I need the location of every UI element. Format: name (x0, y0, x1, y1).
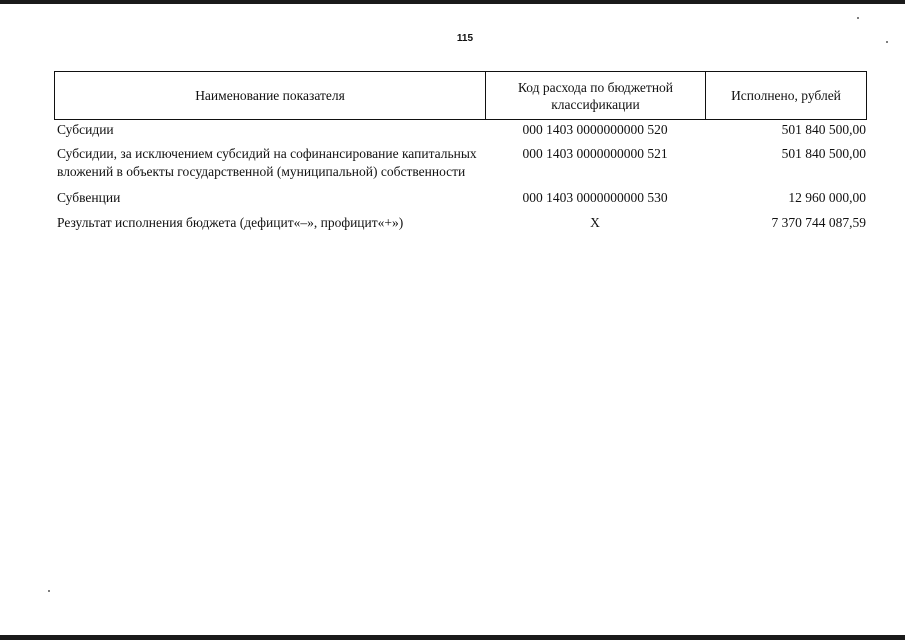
budget-table (54, 71, 867, 232)
header-indicator-name: Наименование показателя (55, 72, 486, 119)
page-number: 115 (456, 33, 474, 44)
row-budget-code: 000 1403 0000000000 530 (522, 190, 668, 205)
row-budget-code: X (590, 215, 600, 230)
row-indicator-name: Субсидии (57, 122, 114, 137)
row-executed-amount: 7 370 744 087,59 (771, 215, 866, 230)
row-indicator-name: Субвенции (57, 190, 121, 205)
table-row (54, 145, 867, 181)
row-executed-amount: 501 840 500,00 (781, 146, 866, 161)
row-executed-amount: 12 960 000,00 (788, 190, 866, 205)
scan-border-top (0, 0, 905, 4)
table-row (54, 189, 867, 207)
row-executed-amount: 501 840 500,00 (781, 122, 866, 137)
row-budget-code: 000 1403 0000000000 521 (522, 146, 668, 161)
table-row (54, 121, 867, 139)
row-budget-code: 000 1403 0000000000 520 (522, 122, 668, 137)
scan-speck (857, 17, 859, 19)
header-executed-amount: Исполнено, рублей (731, 88, 841, 103)
header-budget-code: Код расхода по бюджетной классификации (486, 72, 706, 119)
scan-speck (886, 41, 888, 43)
row-indicator-name: Результат исполнения бюджета (дефицит«–», профицит«+») (57, 215, 404, 230)
table-header-row (54, 71, 867, 120)
row-indicator-name: Субсидии, за исключением субсидий на софинансирование капитальных вложений в объекты государственной (муниципальной) собственности (57, 146, 477, 179)
scan-speck (48, 590, 50, 592)
scan-border-bottom (0, 635, 905, 640)
table-row (54, 214, 867, 232)
